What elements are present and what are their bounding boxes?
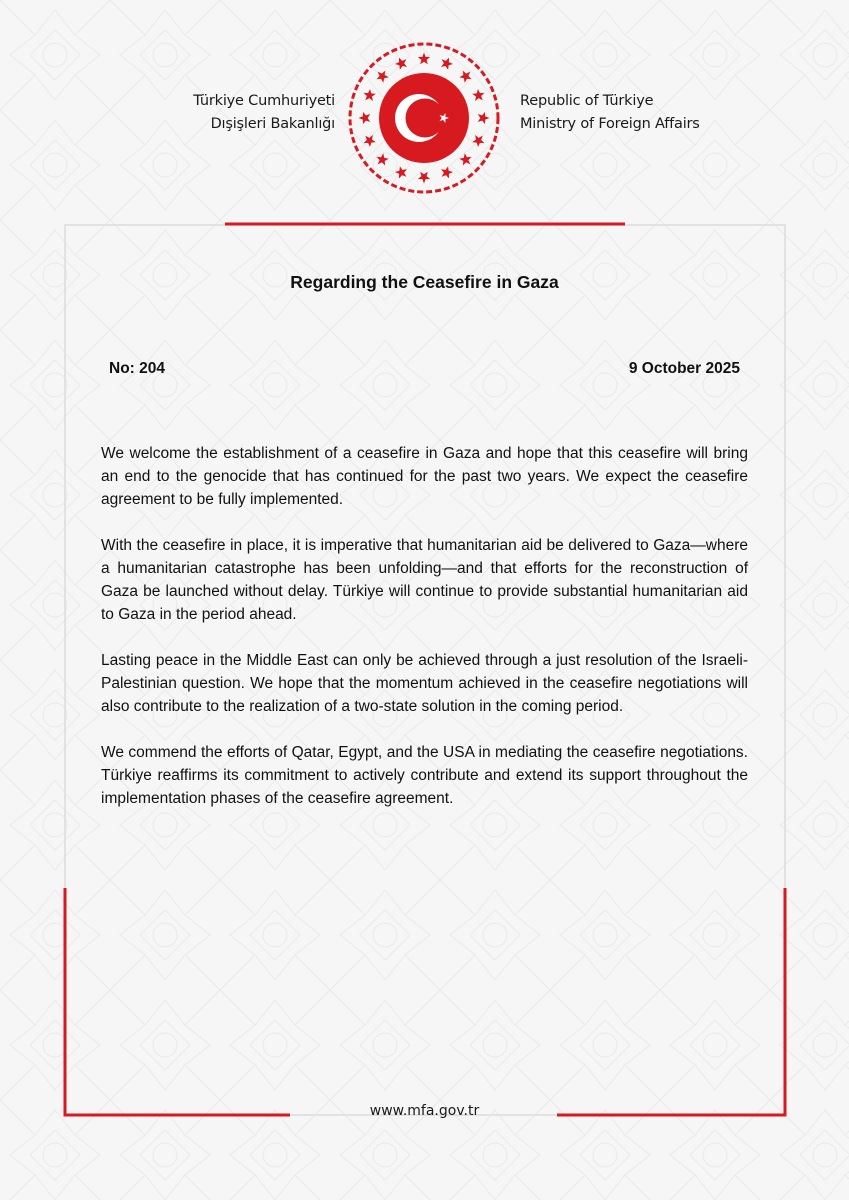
- paragraph: We commend the efforts of Qatar, Egypt, and the USA in mediating the ceasefire negotiations. Türkiye reaffirms its commitment to actively contribute and extend its support throughout the implementation phases of the ceasefire agreement.: [101, 744, 748, 807]
- document-title: Regarding the Ceasefire in Gaza: [290, 272, 559, 292]
- document-date: 9 October 2025: [628, 360, 740, 377]
- website-url[interactable]: www.mfa.gov.tr: [369, 1103, 480, 1119]
- document-number: No: 204: [109, 360, 165, 377]
- ministry-name-turkish-line1: Türkiye Cumhuriyeti: [193, 93, 335, 109]
- ministry-name-turkish-line2: Dışişleri Bakanlığı: [210, 116, 335, 132]
- frame-bottom-right-accent: [557, 888, 785, 1115]
- paragraph: With the ceasefire in place, it is imperative that humanitarian aid be delivered to Gaza—where a humanitarian catastrophe has been unfolding—and that efforts for the reconstruction of Gaza be launched without delay. Türkiye will continue to provide substantial humanitarian aid to Gaza in the period ahead.: [101, 537, 748, 623]
- paragraph: Lasting peace in the Middle East can only be achieved through a just resolution of the Israeli-Palestinian question. We hope that the momentum achieved in the ceasefire negotiations will also contribute to the realization of a two-state solution in the coming period.: [101, 652, 748, 715]
- frame-bottom-left-accent: [65, 888, 290, 1115]
- paragraph: We welcome the establishment of a ceasefire in Gaza and hope that this ceasefire will bring an end to the genocide that has continued for the past two years. We expect the ceasefire agreement to be fully implemented.: [101, 445, 748, 508]
- ministry-name-english-line2: Ministry of Foreign Affairs: [520, 116, 700, 132]
- ministry-name-english-line1: Republic of Türkiye: [520, 93, 654, 109]
- statement-body: [101, 442, 748, 833]
